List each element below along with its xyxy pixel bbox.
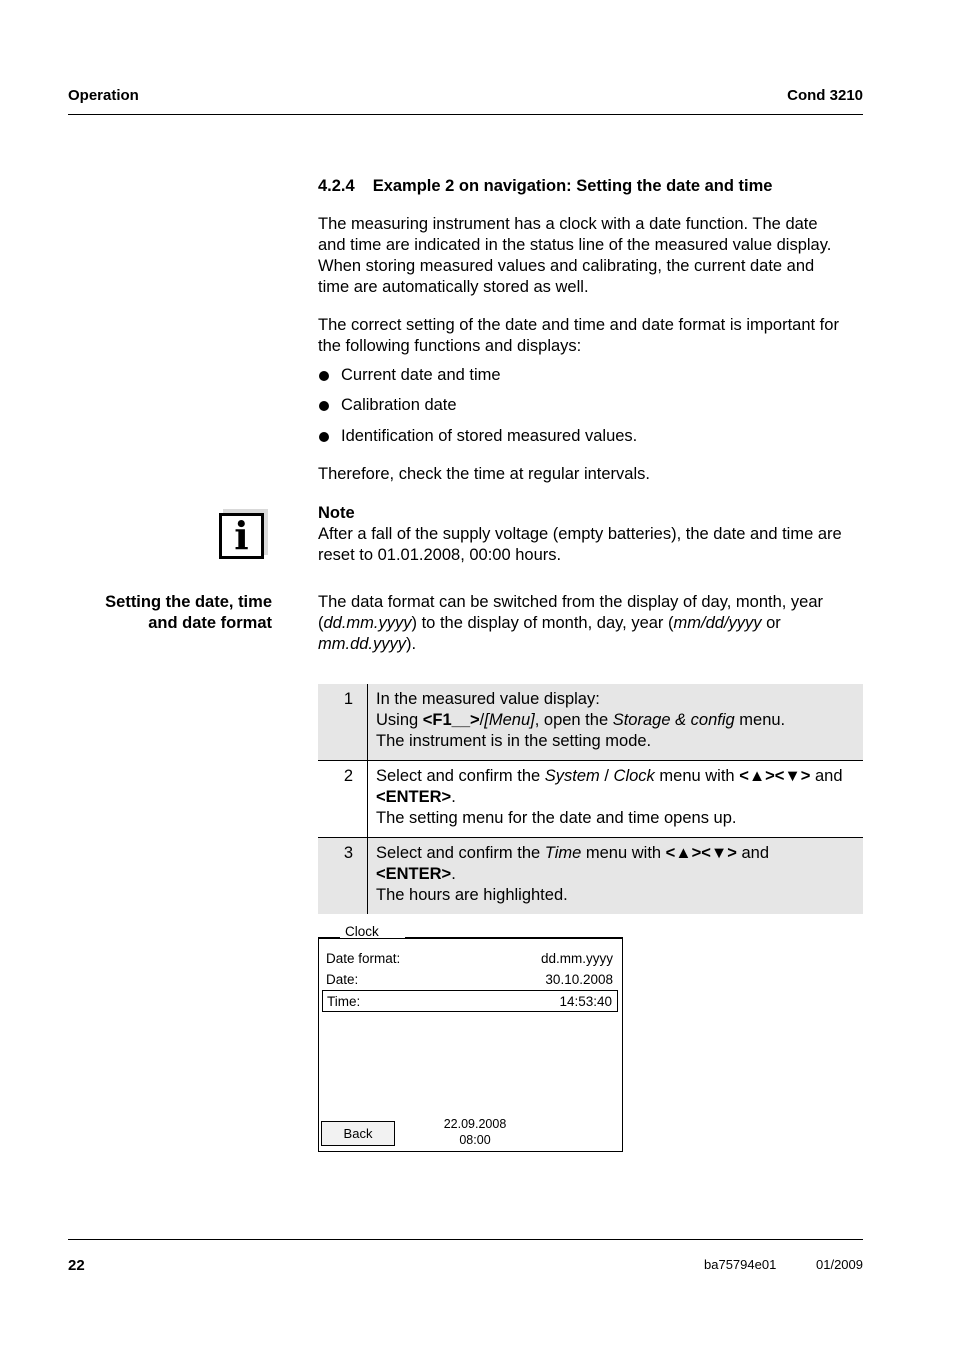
format-paragraph	[318, 592, 823, 655]
header-section-name: Operation	[68, 87, 139, 104]
note-title: Note	[318, 504, 355, 522]
footer-rule	[68, 1239, 863, 1240]
info-icon: i	[219, 513, 264, 559]
step-number: 2	[318, 761, 368, 838]
text-line: The measuring instrument has a clock with a date function. The date	[318, 215, 818, 233]
side-heading-line: Setting the date, time	[105, 593, 272, 611]
text-line: the following functions and displays:	[318, 337, 582, 355]
screen-title-bar	[318, 924, 384, 939]
bullet-icon	[319, 371, 329, 381]
text-line: (dd.mm.yyyy) to the display of month, day, year (mm/dd/yyyy or	[318, 614, 781, 632]
menu-row-time[interactable]	[322, 990, 618, 1012]
steps-table	[318, 684, 863, 914]
header-product-name: Cond 3210	[787, 87, 863, 104]
text-line: reset to 01.01.2008, 00:00 hours.	[318, 546, 562, 564]
row-value: 30.10.2008	[545, 971, 613, 987]
table-row	[318, 684, 863, 761]
note-block	[318, 503, 842, 566]
status-date: 22.09.2008	[443, 1117, 507, 1131]
row-value: 14:53:40	[559, 993, 612, 1009]
bullet-icon	[319, 432, 329, 442]
status-time: 08:00	[459, 1133, 491, 1147]
document-date: 01/2009	[816, 1257, 863, 1272]
section-heading	[318, 177, 772, 196]
intro-paragraph-1	[318, 214, 831, 298]
bullet-item: Calibration date	[318, 395, 457, 416]
text-line: time are automatically stored as well.	[318, 278, 589, 296]
text-line: and time are indicated in the status line of the measured value display.	[318, 236, 832, 254]
screen-title: Clock	[345, 924, 379, 939]
table-row	[318, 838, 863, 915]
row-value: dd.mm.yyyy	[540, 950, 613, 966]
section-number: 4.2.4	[318, 177, 355, 195]
side-heading	[105, 592, 272, 634]
text-line: When storing measured values and calibrating, the current date and	[318, 257, 815, 275]
table-row	[318, 761, 863, 838]
page-number: 22	[68, 1257, 85, 1274]
back-button[interactable]: Back	[321, 1121, 395, 1146]
step-text: Select and confirm the Time menu with <▲><▼> and <ENTER>. The hours are highlighted.	[368, 838, 864, 915]
intro-paragraph-2	[318, 315, 839, 357]
step-number: 1	[318, 684, 368, 761]
row-label: Date:	[326, 971, 359, 987]
bullet-item: Identification of stored measured values.	[318, 426, 637, 447]
row-label: Date format:	[326, 950, 401, 966]
section-title: Example 2 on navigation: Setting the date and time	[372, 177, 773, 195]
step-number: 3	[318, 838, 368, 915]
header-rule	[68, 114, 863, 115]
row-label: Time:	[327, 993, 361, 1009]
menu-row-date-format[interactable]	[322, 948, 618, 968]
text-line: The correct setting of the date and time and date format is important for	[318, 316, 839, 334]
bullet-item: Current date and time	[318, 365, 501, 386]
status-datetime	[429, 1116, 521, 1148]
text-line: mm.dd.yyyy).	[318, 635, 417, 653]
intro-paragraph-3: Therefore, check the time at regular intervals.	[318, 465, 650, 483]
text-line: After a fall of the supply voltage (empty batteries), the date and time are	[318, 525, 842, 543]
side-heading-line: and date format	[148, 614, 272, 632]
menu-row-date[interactable]	[322, 969, 618, 989]
device-screen	[318, 938, 623, 1152]
step-text: Select and confirm the System / Clock menu with <▲><▼> and <ENTER>. The setting menu for the date and time opens up.	[368, 761, 864, 838]
document-id: ba75794e01	[704, 1257, 777, 1272]
text-line: The data format can be switched from the display of day, month, year	[318, 593, 824, 611]
step-text: In the measured value display: Using <F1__>/[Menu], open the Storage & config menu. The instrument is in the setting mode.	[368, 684, 864, 761]
bullet-icon	[319, 401, 329, 411]
